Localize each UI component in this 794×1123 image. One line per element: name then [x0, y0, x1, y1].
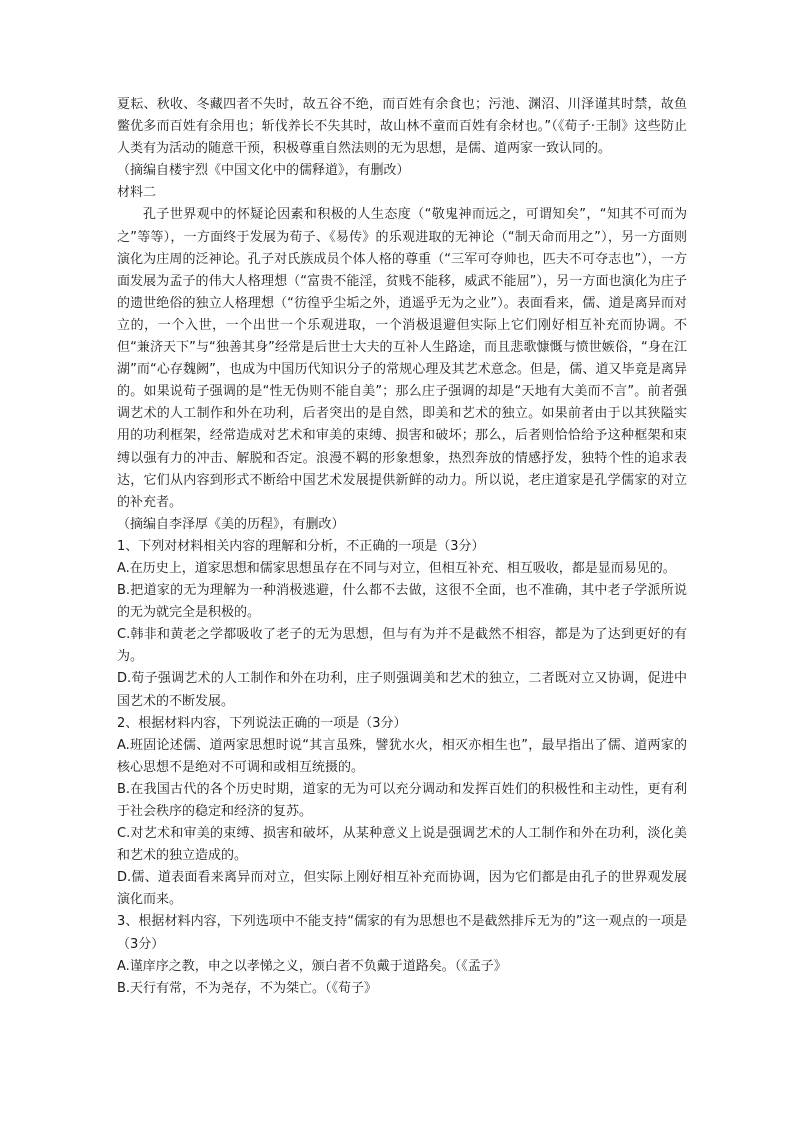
question-3 — [117, 911, 687, 999]
question-option: D.儒、道表面看来离异而对立，但实际上刚好相互补充而协调，因为它们都是由孔子的世界观发展演化而来。 — [117, 870, 687, 908]
question-option: C.对艺术和审美的束缚、损害和破坏，从某种意义上说是强调艺术的人工制作和外在功利，淡化美和艺术的独立造成的。 — [117, 826, 687, 864]
material2-heading: 材料二 — [117, 185, 157, 201]
question-option: C.韩非和黄老之学都吸收了老子的无为思想，但与有为并不是截然不相容，都是为了达到更好的有为。 — [117, 627, 687, 665]
question-stem: 3、根据材料内容，下列选项中不能支持“儒家的有为思想也不是截然排斥无为的”这一观点的一项是（3分） — [117, 914, 687, 952]
question-option: A.谨庠序之教，申之以孝悌之义，颁白者不负戴于道路矣。（《孟子》 — [117, 958, 507, 974]
question-option: B.把道家的无为理解为一种消极逃避，什么都不去做，这很不全面，也不准确，其中老子学派所说的无为就完全是积极的。 — [117, 583, 687, 621]
question-option: A.班固论述儒、道两家思想时说“其言虽殊，譬犹水火，相灭亦相生也”，最早指出了儒、道两家的核心思想不是绝对不可调和或相互统摄的。 — [117, 737, 687, 775]
question-option: B.天行有常，不为尧存，不为桀亡。（《荀子》 — [117, 980, 378, 996]
material2-paragraph: 孔子世界观中的怀疑论因素和积极的人生态度（“敬鬼神而远之，可谓知矣”，“知其不可而为之”等等），一方面终于发展为荀子、《易传》的乐观进取的无神论（“制天命而用之”），另一方面则演化为庄周的泛神论。孔子对氏族成员个体人格的尊重（“三军可夺帅也，匹夫不可夺志也”），一方面发展为孟子的伟大人格理想（“富贵不能淫，贫贱不能移，威武不能屈”），另一方面也演化为庄子的遗世绝俗的独立人格理想（“彷徨乎尘垢之外，逍遥乎无为之业”）。表面看来，儒、道是离异而对立的，一个入世，一个出世一个乐观进取，一个消极退避但实际上它们刚好相互补充而协调。不但“兼济天下”与“独善其身”经常是后世士大夫的互补人生路途，而且悲歌慷慨与愤世嫉俗，“身在江湖”而“心存魏阙”，也成为中国历代知识分子的常规心理及其艺术意念。但是，儒、道又毕竟是离异的。如果说荀子强调的是“性无伪则不能自美”；那么庄子强调的却是“天地有大美而不言”。前者强调艺术的人工制作和外在功利，后者突出的是自然，即美和艺术的独立。如果前者由于以其狭隘实用的功利框架，经常造成对艺术和审美的束缚、损害和破坏；那么，后者则恰恰给予这种框架和束缚以强有力的冲击、解脱和否定。浪漫不羁的形象想象，热烈奔放的情感抒发，独特个性的追求表达，它们从内容到形式不断给中国艺术发展提供新鲜的动力。所以说，老庄道家是孔学儒家的对立的补充者。 — [117, 207, 687, 510]
question-option: B.在我国古代的各个历史时期，道家的无为可以充分调动和发挥百姓们的积极性和主动性，更有利于社会秩序的稳定和经济的复苏。 — [117, 781, 687, 819]
question-stem: 1、下列对材料相关内容的理解和分析，不正确的一项是（3分） — [117, 538, 485, 554]
question-option: A.在历史上，道家思想和儒家思想虽存在不同与对立，但相互补充、相互吸收，都是显而易见的。 — [117, 560, 676, 576]
question-1 — [117, 536, 687, 713]
question-2 — [117, 713, 687, 912]
source-citation-2: （摘编自李泽厚《美的历程》，有删改） — [117, 516, 345, 532]
source-citation-1: （摘编自楼宇烈《中国文化中的儒释道》，有删改） — [117, 163, 410, 179]
document-page — [117, 94, 687, 1000]
material1-tail-paragraph: 夏耘、秋收、冬藏四者不失时，故五谷不绝，而百姓有余食也；污池、渊沼、川泽谨其时禁，故鱼鳖优多而百姓有余用也；斩伐养长不失其时，故山林不童而百姓有余材也。”（《荀子·王制》这些防止人类有为活动的随意干预，积极尊重自然法则的无为思想，是儒、道两家一致认同的。 — [117, 97, 687, 157]
question-stem: 2、根据材料内容，下列说法正确的一项是（3分） — [117, 715, 407, 731]
question-option: D.荀子强调艺术的人工制作和外在功利，庄子则强调美和艺术的独立，二者既对立又协调，促进中国艺术的不断发展。 — [117, 671, 687, 709]
